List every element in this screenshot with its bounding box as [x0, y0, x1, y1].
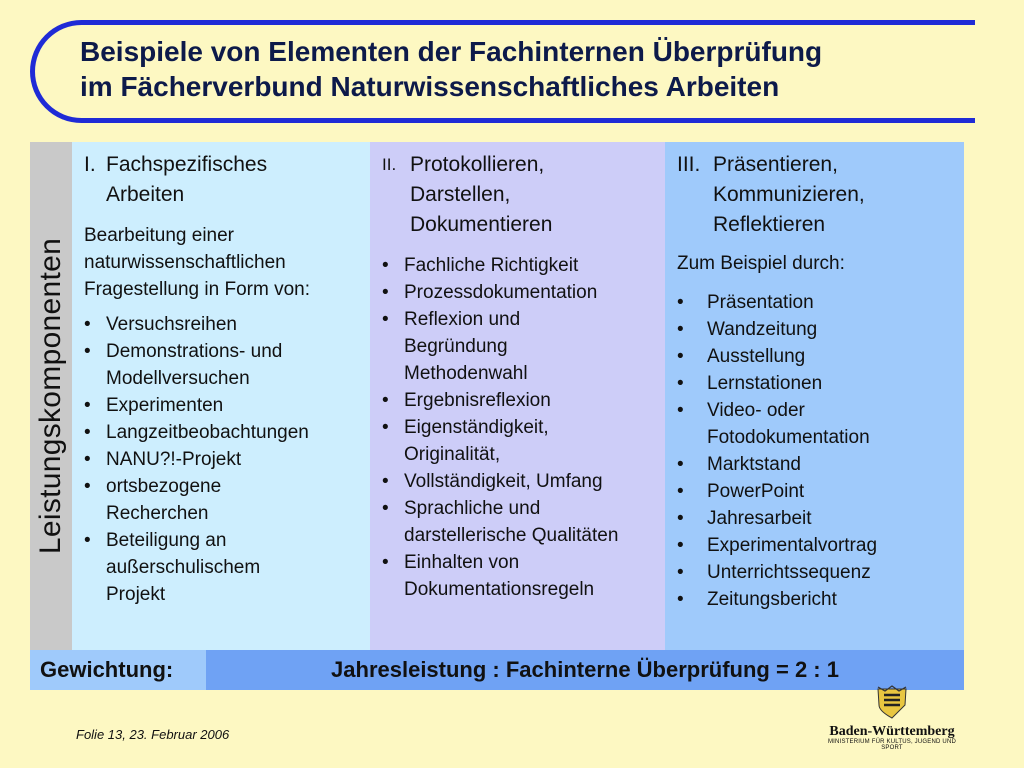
bullet-icon: • [677, 535, 684, 556]
column-3-heading [677, 150, 954, 240]
bullet-icon: • [677, 508, 684, 529]
list-item-text [404, 252, 655, 279]
column-1-number: I. [84, 153, 96, 176]
list-item-text [707, 559, 954, 586]
bullet-icon: • [677, 319, 684, 340]
bullet-icon: • [382, 552, 389, 573]
list-item-text [106, 446, 360, 473]
list-item-line: Vollständigkeit, Umfang [404, 471, 603, 492]
bullet-icon: • [677, 481, 684, 502]
side-label: Leistungskomponenten [34, 237, 67, 555]
weighting-formula: Jahresleistung : Fachinterne Überprüfung = 2 : 1 [206, 650, 964, 690]
list-item-line: außerschulischem [106, 557, 261, 578]
column-praesentieren [665, 142, 964, 650]
list-item-line: Reflexion und [404, 309, 521, 330]
list-item-text [106, 419, 360, 446]
bullet-icon: • [84, 341, 91, 362]
list-item-line: Jahresarbeit [707, 508, 812, 529]
list-item-text [707, 451, 954, 478]
list-item-line: Originalität, [404, 444, 501, 465]
column-1-list [84, 311, 360, 608]
list-item-text [707, 478, 954, 505]
logo-name: Baden-Württemberg [829, 724, 955, 739]
column-2-list [382, 252, 655, 603]
list-item [84, 338, 360, 392]
list-item-line: Prozessdokumentation [404, 282, 598, 303]
bullet-icon: • [382, 390, 389, 411]
column-2-number: II. [382, 155, 397, 174]
column-2-heading [382, 150, 655, 240]
bullet-icon: • [84, 314, 91, 335]
list-item-line: Fotodokumentation [707, 427, 870, 448]
list-item-line: Begründung [404, 336, 508, 357]
list-item [382, 279, 655, 306]
column-3-heading-line: Reflektieren [713, 213, 826, 236]
bullet-icon: • [84, 530, 91, 551]
bullet-icon: • [84, 422, 91, 443]
coat-of-arms-icon [875, 685, 909, 719]
column-1-intro-line: Bearbeitung einer [84, 225, 234, 246]
bullet-icon: • [84, 476, 91, 497]
slide-footer: Folie 13, 23. Februar 2006 [76, 727, 230, 742]
list-item-line: Zeitungsbericht [707, 589, 837, 610]
list-item-line: Demonstrations- und [106, 341, 283, 362]
slide-title [80, 34, 960, 104]
column-2-heading-text [410, 150, 655, 240]
list-item-line: Recherchen [106, 503, 209, 524]
list-item [677, 559, 954, 586]
list-item-text [707, 370, 954, 397]
list-item-line: Dokumentationsregeln [404, 579, 595, 600]
logo-subtitle: MINISTERIUM FÜR KULTUS, JUGEND UND SPORT [827, 739, 957, 751]
bullet-icon: • [677, 400, 684, 421]
list-item-line: Sprachliche und [404, 498, 541, 519]
column-3-list [677, 289, 954, 613]
bullet-icon: • [382, 471, 389, 492]
column-1-heading-line: Fachspezifisches [106, 153, 268, 176]
list-item-text [707, 343, 954, 370]
title-line-1: Beispiele von Elementen der Fachinternen Überprüfung [80, 36, 823, 67]
list-item-line: darstellerische Qualitäten [404, 525, 619, 546]
list-item [677, 451, 954, 478]
list-item-text [707, 397, 954, 451]
bullet-icon: • [84, 395, 91, 416]
column-3-heading-line: Präsentieren, [713, 153, 838, 176]
list-item [382, 495, 655, 549]
bullet-icon: • [677, 373, 684, 394]
bullet-icon: • [677, 562, 684, 583]
list-item [382, 387, 655, 414]
list-item-line: Modellversuchen [106, 368, 250, 389]
list-item-line: Präsentation [707, 292, 814, 313]
list-item [677, 532, 954, 559]
list-item [84, 446, 360, 473]
column-2-heading-line: Protokollieren, [410, 153, 545, 176]
list-item-text [707, 532, 954, 559]
bullet-icon: • [84, 449, 91, 470]
title-line-2: im Fächerverbund Naturwissenschaftliches Arbeiten [80, 71, 780, 102]
list-item-line: PowerPoint [707, 481, 805, 502]
list-item [84, 419, 360, 446]
list-item [84, 527, 360, 608]
column-fachspezifisch [72, 142, 370, 650]
list-item-line: Experimentalvortrag [707, 535, 878, 556]
list-item-line: Ergebnisreflexion [404, 390, 551, 411]
list-item [382, 306, 655, 387]
bullet-icon: • [382, 498, 389, 519]
list-item [84, 392, 360, 419]
list-item-line: Eigenständigkeit, [404, 417, 549, 438]
list-item-text [106, 311, 360, 338]
list-item [677, 370, 954, 397]
list-item-line: Unterrichtssequenz [707, 562, 871, 583]
column-3-heading-text [713, 150, 954, 240]
list-item-line: Projekt [106, 584, 166, 605]
list-item-line: Video- oder [707, 400, 805, 421]
list-item [382, 252, 655, 279]
column-1-intro-line: naturwissenschaftlichen [84, 252, 286, 273]
list-item [677, 505, 954, 532]
bullet-icon: • [677, 589, 684, 610]
list-item [677, 343, 954, 370]
list-item-text [707, 289, 954, 316]
list-item-text [404, 495, 655, 549]
list-item [382, 468, 655, 495]
list-item-text [707, 505, 954, 532]
list-item-text [106, 338, 360, 392]
list-item [677, 397, 954, 451]
list-item [677, 478, 954, 505]
list-item [382, 414, 655, 468]
list-item-line: Experimenten [106, 395, 224, 416]
bullet-icon: • [382, 255, 389, 276]
list-item-line: ortsbezogene [106, 476, 222, 497]
list-item-text [404, 414, 655, 468]
column-1-intro-line: Fragestellung in Form von: [84, 279, 310, 300]
bullet-icon: • [677, 292, 684, 313]
list-item [677, 586, 954, 613]
list-item-line: NANU?!-Projekt [106, 449, 242, 470]
column-1-heading [84, 150, 360, 210]
bullet-icon: • [382, 282, 389, 303]
weighting-label: Gewichtung: [30, 650, 206, 690]
list-item-line: Lernstationen [707, 373, 823, 394]
list-item-line: Wandzeitung [707, 319, 818, 340]
list-item-line: Beteiligung an [106, 530, 227, 551]
bullet-icon: • [677, 346, 684, 367]
column-2-heading-line: Darstellen, [410, 183, 511, 206]
list-item-text [106, 392, 360, 419]
list-item-line: Einhalten von [404, 552, 520, 573]
bullet-icon: • [382, 309, 389, 330]
list-item-text [404, 468, 655, 495]
list-item-text [707, 316, 954, 343]
list-item-text [404, 549, 655, 603]
bullet-icon: • [677, 454, 684, 475]
column-3-number: III. [677, 153, 701, 176]
column-3-intro: Zum Beispiel durch: [677, 253, 845, 274]
list-item-text [707, 586, 954, 613]
list-item [677, 289, 954, 316]
list-item-text [106, 527, 360, 608]
list-item [382, 549, 655, 603]
list-item-line: Fachliche Richtigkeit [404, 255, 579, 276]
column-3-heading-line: Kommunizieren, [713, 183, 865, 206]
list-item-line: Ausstellung [707, 346, 806, 367]
column-1-heading-text [106, 150, 360, 210]
list-item-text [404, 387, 655, 414]
list-item [84, 473, 360, 527]
list-item-line: Langzeitbeobachtungen [106, 422, 309, 443]
column-protokollieren [370, 142, 665, 650]
ministry-logo [822, 685, 962, 751]
list-item-text [404, 306, 655, 387]
column-1-heading-line: Arbeiten [106, 183, 185, 206]
bullet-icon: • [382, 417, 389, 438]
list-item-line: Methodenwahl [404, 363, 528, 384]
column-2-heading-line: Dokumentieren [410, 213, 553, 236]
list-item-text [106, 473, 360, 527]
column-1-intro [84, 222, 360, 303]
list-item-line: Marktstand [707, 454, 801, 475]
list-item [84, 311, 360, 338]
list-item-text [404, 279, 655, 306]
list-item-line: Versuchsreihen [106, 314, 237, 335]
list-item [677, 316, 954, 343]
